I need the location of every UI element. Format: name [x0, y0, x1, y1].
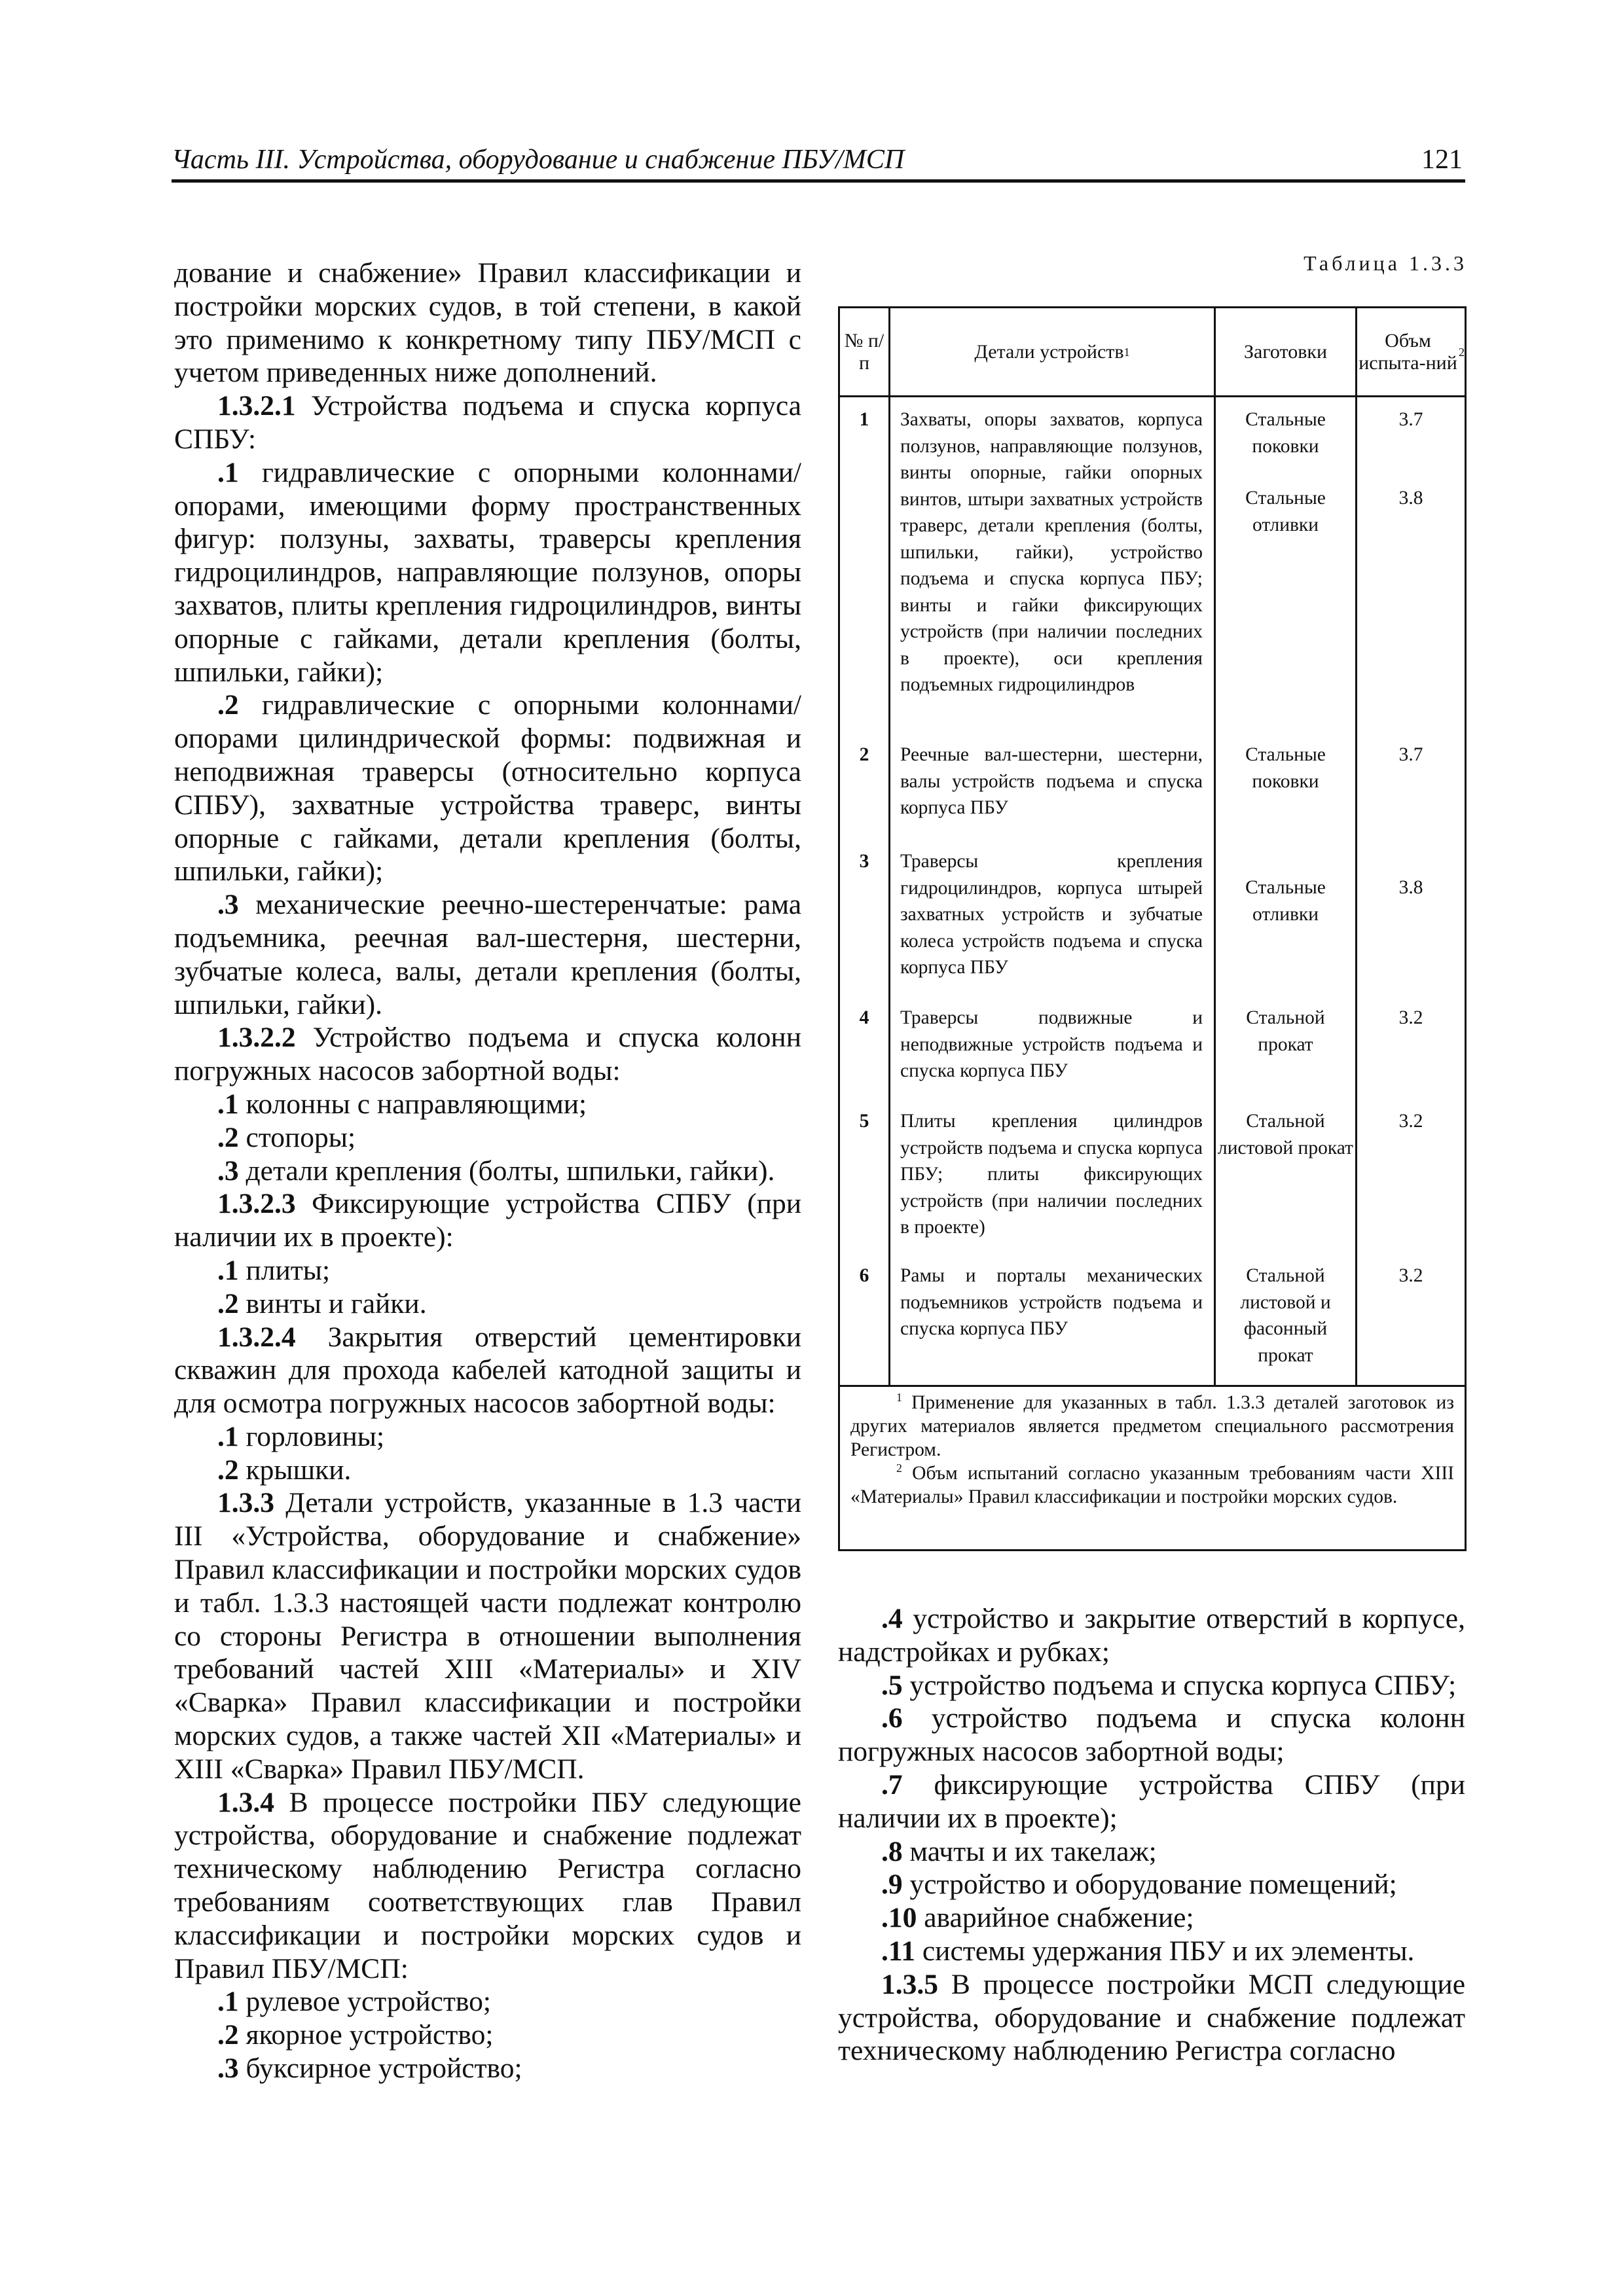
item-number: .11 — [881, 1935, 915, 1967]
row-blank: Стальные поковки — [1245, 744, 1326, 792]
list-item — [838, 1868, 1465, 1901]
page-header — [172, 137, 1465, 183]
item-text: буксирное устройство; — [238, 2053, 522, 2085]
section-1-3-2-4 — [174, 1321, 801, 1420]
item-number: .4 — [881, 1603, 903, 1634]
row-volume: 3.8 — [1398, 877, 1423, 898]
row-volume: 3.2 — [1398, 1111, 1423, 1132]
item-text: гидравлические с опорными колоннами/опорами цилиндрической формы: подвижная и неподвижная траверсы (относительно корпуса СПБУ), захватные устройства траверс, винты опорные с гайками, детали крепления (болты, шпильки, гайки); — [174, 689, 801, 888]
item-number: .8 — [881, 1835, 903, 1867]
row-details: Траверсы крепления гидроцилиндров, корпуса штырей захватных устройств и зубчатые колеса устройств подъема и спуска корпуса ПБУ — [900, 851, 1203, 978]
list-item — [174, 1121, 801, 1155]
table — [838, 306, 1467, 1551]
item-text: якорное устройство; — [238, 2019, 494, 2051]
header-details-text: Детали устройств — [974, 340, 1124, 363]
row-number: 6 — [859, 1265, 869, 1286]
row-number: 3 — [859, 851, 869, 872]
item-number: .5 — [881, 1669, 903, 1701]
item-number: .1 — [217, 1254, 239, 1286]
list-item — [838, 1768, 1465, 1835]
item-text: горловины; — [238, 1420, 385, 1452]
item-text: системы удержания ПБУ и их элементы. — [915, 1935, 1415, 1967]
item-number: .1 — [217, 1420, 239, 1452]
item-text: детали крепления (болты, шпильки, гайки). — [238, 1155, 775, 1187]
footnote-text: Объм испытаний согласно указанным требованиям части XIII «Материалы» Правил классификации и постройки морских судов. — [850, 1463, 1454, 1507]
row-details: Рамы и порталы механических подъемников устройств подъема и спуска корпуса ПБУ — [900, 1265, 1203, 1339]
item-number: .7 — [881, 1768, 903, 1801]
section-number: 1.3.2.3 — [217, 1188, 296, 1220]
item-number: .2 — [217, 1287, 239, 1319]
footnote-mark: 1 — [896, 1391, 902, 1405]
column-divider — [888, 308, 890, 1385]
left-column — [174, 257, 801, 2085]
section-1-3-2-1 — [174, 389, 801, 456]
list-item — [174, 888, 801, 1021]
section-number: 1.3.5 — [881, 1968, 938, 2000]
list-item — [838, 1669, 1465, 1702]
item-number: .6 — [881, 1702, 903, 1734]
item-number: .1 — [217, 1986, 239, 2018]
paragraph: дование и снабжение» Правил классификации и постройки морских судов, в той степени, в какой это применимо к конкретному типу ПБУ/МСП с учетом приведенных ниже дополнений. — [174, 257, 801, 389]
item-text: мачты и их такелаж; — [902, 1835, 1157, 1867]
item-text: устройство подъема и спуска колонн погружных насосов забортной воды; — [838, 1702, 1465, 1768]
section-number: 1.3.2.4 — [217, 1321, 296, 1353]
table-caption: Таблица 1.3.3 — [1304, 251, 1467, 275]
item-number: .9 — [881, 1869, 903, 1901]
header-volume: Объм испыта-ний 2 — [1357, 308, 1465, 397]
section-text: Устройство подъема и спуска колонн погружных насосов забортной воды: — [174, 1022, 801, 1087]
header-volume-text: Объм испыта-ний — [1359, 329, 1457, 374]
column-divider — [1214, 308, 1216, 1385]
footnote-text: Применение для указанных в табл. 1.3.3 деталей заготовок из других материалов является предметом специального рассмотрения Регистром. — [850, 1392, 1454, 1460]
table-footnotes — [840, 1385, 1465, 1549]
item-number: .10 — [881, 1902, 917, 1934]
item-text: устройство подъема и спуска корпуса СПБУ; — [902, 1669, 1457, 1701]
item-number: .1 — [217, 1088, 239, 1120]
list-item — [838, 1835, 1465, 1869]
item-text: гидравлические с опорными колоннами/опорами, имеющими форму пространственных фигур: ползуны, захваты, траверсы крепления гидроцилиндров, направляющие ползунов, опоры захватов, плиты крепления гидроцилиндров, винты опорные с гайками, детали крепления (болты, шпильки, гайки); — [174, 456, 801, 688]
row-volume: 3.2 — [1398, 1007, 1423, 1028]
list-item — [174, 1155, 801, 1188]
row-blank: Стальные поковки — [1245, 409, 1326, 457]
item-text: плиты; — [238, 1254, 331, 1286]
item-number: .3 — [217, 1155, 239, 1187]
list-item — [174, 456, 801, 689]
section-text: Устройства подъема и спуска корпуса СПБУ: — [174, 390, 801, 455]
section-1-3-4 — [174, 1786, 801, 1986]
list-item — [838, 1702, 1465, 1768]
section-1-3-2-3 — [174, 1187, 801, 1254]
item-number: .2 — [217, 689, 239, 721]
list-item — [838, 1901, 1465, 1935]
row-number: 1 — [859, 409, 869, 430]
item-text: винты и гайки. — [238, 1287, 427, 1319]
row-details: Реечные вал-шестерни, шестерни, валы устройств подъема и спуска корпуса ПБУ — [900, 744, 1203, 818]
list-item — [174, 2052, 801, 2085]
section-1-3-5 — [838, 1968, 1465, 2068]
item-text: стопоры; — [238, 1121, 356, 1153]
section-text: Детали устройств, указанные в 1.3 части III «Устройства, оборудование и снабжение» Правил классификации и постройки морских судов и табл. 1.3.3 настоящей части подлежат контролю со стороны Регистра в отношении выполнения требований частей XIII «Материалы» и XIV «Сварка» Правил классификации и постройки морских судов, а также частей XII «Материалы» и XIII «Сварка» Правил ПБУ/МСП. — [174, 1487, 801, 1785]
header-title: Часть III. Устройства, оборудование и снабжение ПБУ/МСП — [172, 145, 905, 175]
column-divider — [1355, 308, 1357, 1385]
header-blanks: Заготовки — [1216, 308, 1355, 397]
section-text: В процессе постройки МСП следующие устройства, оборудование и снабжение подлежат техническому наблюдению Регистра согласно — [838, 1968, 1465, 2067]
list-item — [174, 1088, 801, 1121]
list-item — [174, 1254, 801, 1287]
item-number: .3 — [217, 889, 239, 921]
item-text: устройство и оборудование помещений; — [902, 1869, 1397, 1901]
header-num: № п/п — [840, 308, 888, 397]
item-number: .2 — [217, 1121, 239, 1153]
item-text: рулевое устройство; — [238, 1986, 492, 2018]
section-number: 1.3.3 — [217, 1487, 274, 1519]
row-volume: 3.7 — [1398, 409, 1423, 430]
item-number: .1 — [217, 456, 239, 488]
row-blank: Стальной прокат — [1246, 1007, 1325, 1055]
row-number: 2 — [859, 744, 869, 765]
section-number: 1.3.4 — [217, 1786, 274, 1818]
list-item — [174, 2018, 801, 2052]
item-text: аварийное снабжение; — [917, 1902, 1194, 1934]
row-volume: 3.2 — [1398, 1265, 1423, 1286]
row-number: 5 — [859, 1111, 869, 1132]
row-number: 4 — [859, 1007, 869, 1028]
row-details: Захваты, опоры захватов, корпуса ползунов, направляющие ползунов, винты опорные, гайки опорных винтов, штыри захватных устройств траверс, детали крепления (болты, шпильки, гайки), устройство подъема и спуска корпуса ПБУ; винты и гайки фиксирующих устройств (при наличии последних в проекте), оси крепления подъемных гидроцилиндров — [900, 409, 1203, 695]
footnote-mark: 2 — [896, 1462, 902, 1475]
row-blank: Стальные отливки — [1245, 488, 1326, 535]
section-text: Фиксирующие устройства СПБУ (при наличии их в проекте): — [174, 1188, 801, 1253]
item-number: .2 — [217, 2019, 239, 2051]
section-number: 1.3.2.1 — [217, 390, 296, 422]
header-details: Детали устройств 1 — [890, 308, 1214, 397]
section-1-3-2-2 — [174, 1021, 801, 1088]
section-1-3-3 — [174, 1486, 801, 1785]
item-text: колонны с направляющими; — [238, 1088, 587, 1120]
row-blank: Стальной листовой прокат — [1218, 1111, 1353, 1158]
section-text: В процессе постройки ПБУ следующие устройства, оборудование и снабжение подлежат техническому наблюдению Регистра согласно требованиям соответствующих глав Правил классификации и постройки морских судов и Правил ПБУ/МСП: — [174, 1786, 801, 1984]
section-text: Закрытия отверстий цементировки скважин для прохода кабелей катодной защиты и для осмотра погружных насосов забортной воды: — [174, 1321, 801, 1420]
list-item — [174, 1420, 801, 1454]
row-details: Траверсы подвижные и неподвижные устройств подъема и спуска корпуса ПБУ — [900, 1007, 1203, 1081]
item-text: фиксирующие устройства СПБУ (при наличии их в проекте); — [838, 1768, 1465, 1834]
page-number: 121 — [1421, 145, 1463, 175]
list-item — [174, 1985, 801, 2018]
item-text: механические реечно-шестеренчатые: рама подъемника, реечная вал-шестерня, шестерни, зубчатые колеса, валы, детали крепления (болты, шпильки, гайки). — [174, 889, 801, 1020]
item-number: .2 — [217, 1454, 239, 1486]
section-number: 1.3.2.2 — [217, 1022, 296, 1054]
item-number: .3 — [217, 2053, 239, 2085]
row-blank: Стальные отливки — [1245, 877, 1326, 925]
row-details: Плиты крепления цилиндров устройств подъема и спуска корпуса ПБУ; плиты фиксирующих устройств (при наличии последних в проекте) — [900, 1111, 1203, 1238]
footnote — [850, 1391, 1454, 1462]
row-volume: 3.7 — [1398, 744, 1423, 765]
list-item — [174, 689, 801, 888]
item-text: устройство и закрытие отверстий в корпусе, надстройках и рубках; — [838, 1603, 1465, 1668]
list-item — [838, 1935, 1465, 1968]
row-blank: Стальной листовой и фасонный прокат — [1240, 1265, 1331, 1366]
item-text: крышки. — [238, 1454, 352, 1486]
row-volume: 3.8 — [1398, 488, 1423, 509]
list-item — [174, 1454, 801, 1487]
list-item — [838, 1602, 1465, 1669]
right-column — [838, 1602, 1465, 2068]
footnote — [850, 1462, 1454, 1509]
list-item — [174, 1287, 801, 1321]
